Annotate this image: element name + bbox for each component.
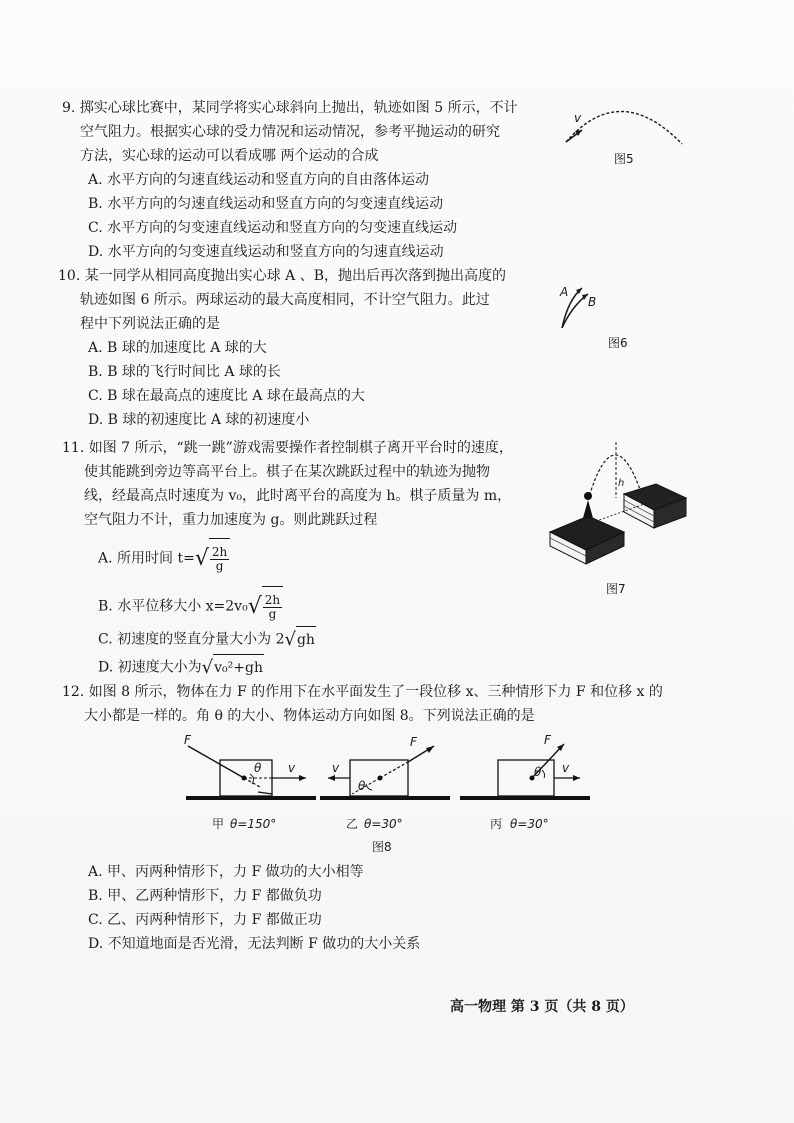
q12-option-d: D. 不知道地面是否光滑，无法判断 F 做功的大小关系 (88, 936, 421, 952)
q11-option-b (98, 586, 283, 626)
question-10 (58, 264, 578, 432)
q11-option-b-text: B. 水平位移大小 x=2v₀ (98, 598, 248, 615)
fig8-bing-name: 丙 (490, 817, 503, 831)
q11-option-b-sqrt: √ $\frac{2h}{g}$ (248, 586, 283, 627)
fig8-jia-angle: θ=150° (230, 817, 277, 831)
q12-option-c: C. 乙、丙两种情形下，力 F 都做正功 (88, 912, 322, 928)
q12-option-b: B. 甲、乙两种情形下，力 F 都做负功 (88, 888, 322, 904)
q9-option-b: B. 水平方向的匀速直线运动和竖直方向的匀变速直线运动 (88, 196, 444, 212)
q12-options (88, 860, 648, 956)
fig8-caption: 图8 (372, 840, 392, 854)
fig8-jia-theta: θ (254, 761, 262, 775)
q9-stem-line2: 空气阻力。根据实心球的受力情况和运动情况，参考平抛运动的研究 (80, 124, 500, 140)
fig8-bing-angle: θ=30° (510, 817, 549, 831)
q11-stem-line4: 空气阻力不计，重力加速度为 g。则此跳跃过程 (84, 512, 378, 528)
q11-c-radicand: gh (296, 626, 316, 653)
q11-option-d-text: D. 初速度大小为 (98, 659, 202, 676)
fig5-caption: 图5 (614, 152, 634, 166)
fig8-yi-theta: θ (358, 779, 366, 793)
q11-option-c-text: C. 初速度的竖直分量大小为 2 (98, 631, 285, 648)
q11-stem-line3: 线，经最高点时速度为 v₀，此时离平台的高度为 h。棋子质量为 m， (84, 488, 512, 504)
fig5-v-label: v (574, 111, 582, 125)
fig8-yi-v: v (332, 761, 340, 775)
fig8-yi-F: F (410, 735, 417, 749)
q9-option-c: C. 水平方向的匀变速直线运动和竖直方向的匀变速直线运动 (88, 220, 458, 236)
q11-option-c-sqrt: √gh (284, 626, 315, 653)
q11-a-denominator: g (215, 558, 224, 573)
fig8-yi-name: 乙 (346, 817, 359, 831)
q10-option-b: B. B 球的飞行时间比 A 球的长 (88, 364, 281, 380)
q11-b-numerator: 2h (264, 592, 281, 607)
q11-d-radicand: v₀²+gh (213, 654, 264, 681)
q9-stem-line1: 9. 掷实心球比赛中，某同学将实心球斜向上抛出，轨迹如图 5 所示，不计 (62, 100, 518, 116)
fig8-bing-theta: θ (534, 765, 542, 779)
q10-option-c: C. B 球在最高点的速度比 A 球在最高点的大 (88, 388, 365, 404)
q10-stem-line3: 程中下列说法正确的是 (80, 316, 220, 332)
fig6-a-label: A (560, 285, 569, 299)
fig8-jia-F: F (184, 733, 191, 747)
q10-option-a: A. B 球的加速度比 A 球的大 (88, 340, 267, 356)
q12-stem-line1: 12. 如图 8 所示，物体在力 F 的作用下在水平面发生了一段位移 x、三种情形下力 F 和位移 x 的 (62, 684, 663, 700)
q11-stem-line1: 11. 如图 7 所示，“跳一跳”游戏需要操作者控制棋子离开平台时的速度， (62, 440, 513, 456)
fig8-yi-angle: θ=30° (364, 817, 403, 831)
fig8-bing-v: v (562, 761, 570, 775)
q11-option-a (98, 538, 230, 578)
page-footer: 高一物理 第 3 页（共 8 页） (450, 999, 634, 1015)
q10-stem-line2: 轨迹如图 6 所示。两球运动的最大高度相同，不计空气阻力。此过 (80, 292, 490, 308)
q11-stem-line2: 使其能跳到旁边等高平台上。棋子在某次跳跃过程中的轨迹为抛物 (84, 464, 490, 480)
q12-stem-line2: 大小都是一样的。角 θ 的大小、物体运动方向如图 8。下列说法正确的是 (84, 708, 535, 724)
svg-text:h: h (618, 478, 625, 489)
fig7-caption: 图7 (606, 582, 626, 596)
fig8-case-bing (460, 733, 590, 798)
q9-option-d: D. 水平方向的匀变速直线运动和竖直方向的匀速直线运动 (88, 244, 444, 260)
fig8-jia-v: v (288, 761, 296, 775)
fig6-b-label: B (588, 295, 597, 309)
figure-7 (546, 436, 692, 572)
q10-stem-line1: 10. 某一同学从相同高度抛出实心球 A 、B，抛出后再次落到抛出高度的 (58, 268, 507, 284)
question-12 (62, 680, 702, 728)
q11-a-numerator: 2h (211, 544, 228, 559)
q9-option-a: A. 水平方向的匀速直线运动和竖直方向的自由落体运动 (88, 172, 430, 188)
fig8-case-yi (320, 735, 450, 798)
figure-6 (556, 282, 616, 332)
q11-option-a-text: A. 所用时间 t= (98, 550, 195, 567)
question-9 (62, 96, 562, 264)
fig8-bing-F: F (544, 733, 551, 747)
fig8-jia-name: 甲 (212, 817, 225, 831)
fig8-case-jia (184, 733, 316, 798)
question-11 (62, 436, 542, 532)
fig6-caption: 图6 (608, 336, 628, 350)
q9-stem-line3: 方法，实心球的运动可以看成哪 两个运动的合成 (80, 148, 379, 164)
q12-option-a: A. 甲、丙两种情形下，力 F 做功的大小相等 (88, 864, 364, 880)
q11-option-d (98, 654, 264, 680)
q11-option-d-sqrt: √v₀²+gh (202, 654, 264, 681)
q11-option-a-sqrt: √ $\frac{2h}{g}$ (195, 538, 230, 579)
figure-8 (180, 734, 600, 834)
q11-option-c (98, 626, 316, 652)
q11-b-denominator: g (268, 606, 277, 621)
q10-option-d: D. B 球的初速度比 A 球的初速度小 (88, 412, 310, 428)
